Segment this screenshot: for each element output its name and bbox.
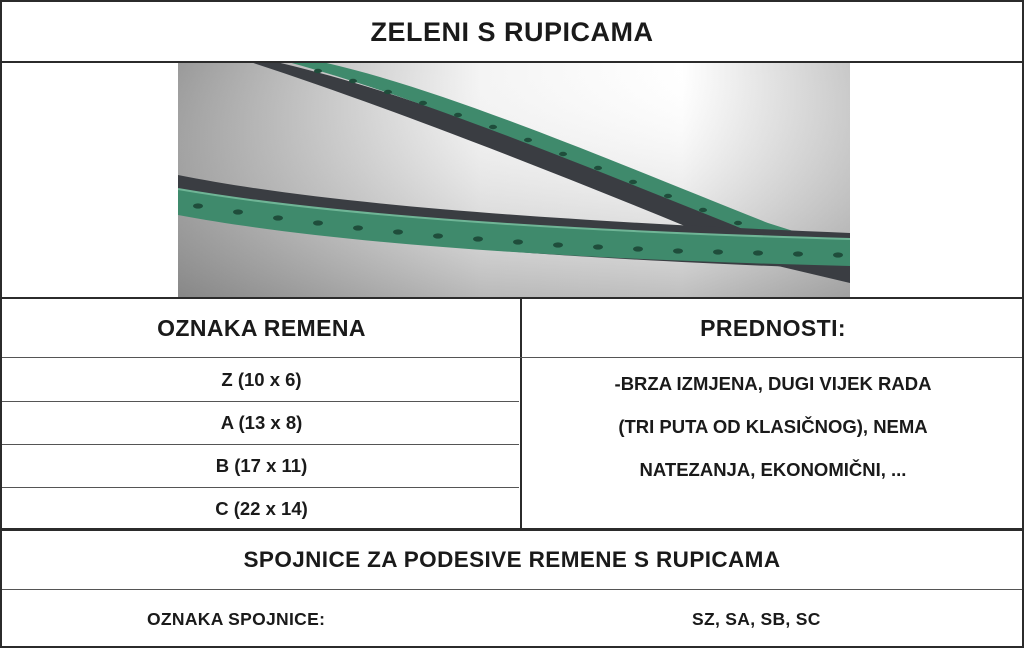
belt-code-header: OZNAKA REMENA — [157, 315, 366, 341]
connectors-title: SPOJNICE ZA PODESIVE REMENE S RUPICAMA — [243, 547, 781, 572]
belt-size-cell: C (22 x 14) — [215, 497, 308, 519]
sheet-title: ZELENI S RUPICAMA — [370, 16, 654, 47]
belt-size-cell: B (17 x 11) — [215, 455, 308, 476]
advantages-line: (TRI PUTA OD KLASIČNOG), NEMA — [618, 416, 928, 437]
belt-photo — [178, 63, 850, 298]
divider — [2, 589, 1022, 590]
belt-size-cell: A (13 x 8) — [220, 412, 303, 433]
connector-code-value: SZ, SA, SB, SC — [692, 609, 821, 629]
green-perforated-belt-photo-icon — [178, 63, 850, 298]
belt-size-cell: Z (10 x 6) — [221, 368, 302, 390]
connector-code-label: OZNAKA SPOJNICE: — [147, 609, 326, 629]
advantages-line: -BRZA IZMJENA, DUGI VIJEK RADA — [614, 373, 932, 394]
advantages-text — [522, 362, 1024, 491]
advantages-header: PREDNOSTI: — [700, 315, 846, 341]
divider — [2, 297, 1022, 299]
advantages-line: NATEZANJA, EKONOMIČNI, ... — [639, 459, 907, 480]
